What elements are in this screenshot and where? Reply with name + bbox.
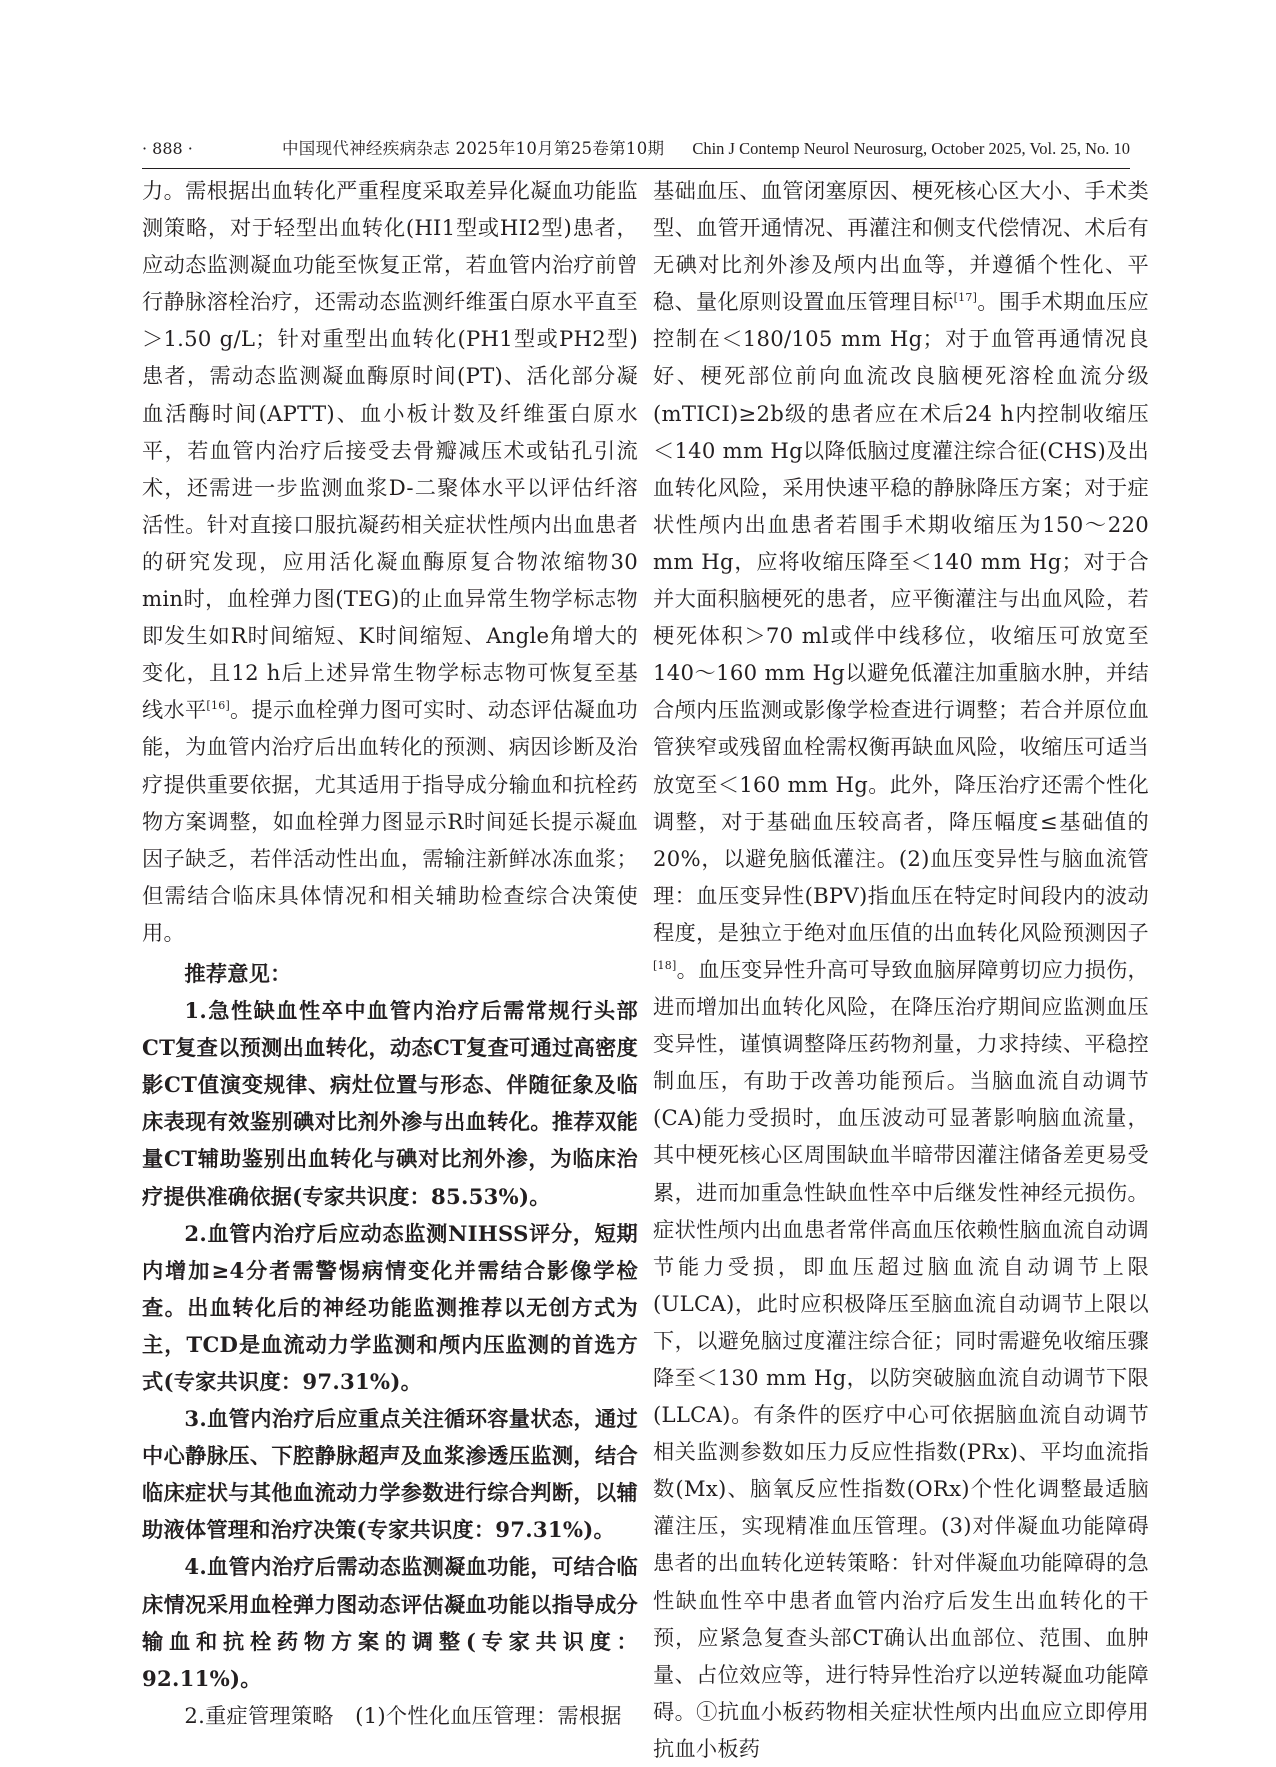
citation: [16]	[206, 699, 231, 713]
paragraph-text: 。围手术期血压应控制在＜180/105 mm Hg；对于血管再通情况良好、梗死部位前向血流改良脑梗死溶栓血流分级(mTICI)≥2b级的患者应在术后24 h内控制收缩压＜140 mm Hg以降低脑过度灌注综合征(CHS)及出血转化风险，采用快速平稳的静脉降压方案；对于症状性颅内出血患者若围手术期收缩压为150～220 mm Hg，应将收缩压降至＜140 mm Hg；对于合并大面积脑梗死的患者，应平衡灌注与出血风险，若梗死体积＞70 ml或伴中线移位，收缩压可放宽至140～160 mm Hg以避免低灌注加重脑水肿，并结合颅内压监测或影像学检查进行调整；若合并原位血管狭窄或残留血栓需权衡再缺血风险，收缩压可适当放宽至＜160 mm Hg。此外，降压治疗还需个性化调整，对于基础血压较高者，降压幅度≤基础值的20%，以避免脑低灌注。(2)血压变异性与脑血流管理：血压变异性(BPV)指血压在特定时间段内的波动程度，是独立于绝对血压值的出血转化风险预测因子	[653, 289, 1149, 945]
paragraph-text: 基础血压、血管闭塞原因、梗死核心区大小、手术类型、血管开通情况、再灌注和侧支代偿情况、术后有无碘对比剂外渗及颅内出血等，并遵循个性化、平稳、量化原则设置血压管理目标	[653, 178, 1149, 315]
journal-title-en: Chin J Contemp Neurol Neurosurg, October 2025, Vol. 25, No. 10	[692, 139, 1130, 158]
citation: [18]	[653, 958, 677, 972]
recommendation-item: 1.急性缺血性卒中血管内治疗后需常规行头部CT复查以预测出血转化，动态CT复查可通过高密度影CT值演变规律、病灶位置与形态、伴随征象及临床表现有效鉴别碘对比剂外渗与出血转化。推荐双能量CT辅助鉴别出血转化与碘对比剂外渗，为临床治疗提供准确依据(专家共识度：85.53%)。	[142, 998, 638, 1209]
journal-title-cn: 中国现代神经疾病杂志 2025年10月第25卷第10期	[282, 139, 665, 158]
recommendation-item: 2.血管内治疗后应动态监测NIHSS评分，短期内增加≥4分者需警惕病情变化并需结合影像学检查。出血转化后的神经功能监测推荐以无创方式为主，TCD是血流动力学监测和颅内压监测的首选方式(专家共识度：97.31%)。	[142, 1220, 638, 1394]
body-paragraph	[142, 172, 638, 951]
paragraph-text: 力。需根据出血转化严重程度采取差异化凝血功能监测策略，对于轻型出血转化(HI1型或HI2型)患者，应动态监测凝血功能至恢复正常，若血管内治疗前曾行静脉溶栓治疗，还需动态监测纤维蛋白原水平直至＞1.50 g/L；针对重型出血转化(PH1型或PH2型)患者，需动态监测凝血酶原时间(PT)、活化部分凝血活酶时间(APTT)、血小板计数及纤维蛋白原水平，若血管内治疗后接受去骨瓣减压术或钻孔引流术，还需进一步监测血浆D-二聚体水平以评估纤溶活性。针对直接口服抗凝药相关症状性颅内出血患者的研究发现，应用活化凝血酶原复合物浓缩物30 min时，血栓弹力图(TEG)的止血异常生物学标志物即发生如R时间缩短、K时间缩短、Angle角增大的变化，且12 h后上述异常生物学标志物可恢复至基线水平	[142, 178, 638, 723]
body-paragraph	[653, 172, 1149, 1767]
section-heading: 2.重症管理策略 (1)个性化血压管理：需根据	[184, 1702, 622, 1728]
citation: [17]	[953, 291, 978, 305]
paragraph-text: 。提示血栓弹力图可实时、动态评估凝血功能，为血管内治疗后出血转化的预测、病因诊断及治疗提供重要依据，尤其适用于指导成分输血和抗栓药物方案调整，如血栓弹力图显示R时间延长提示凝血因子缺乏，若伴活动性出血，需输注新鲜冰冻血浆；但需结合临床具体情况和相关辅助检查综合决策使用。	[142, 697, 638, 945]
right-column	[653, 172, 1149, 1767]
recommendation-item: 4.血管内治疗后需动态监测凝血功能，可结合临床情况采用血栓弹力图动态评估凝血功能以指导成分输血和抗栓药物方案的调整(专家共识度：92.11%)。	[142, 1554, 638, 1691]
paragraph-text: 。血压变异性升高可导致血脑屏障剪切应力损伤，进而增加出血转化风险，在降压治疗期间应监测血压变异性，谨慎调整降压药物剂量，力求持续、平稳控制血压，有助于改善功能预后。当脑血流自动调节(CA)能力受损时，血压波动可显著影响脑血流量，其中梗死核心区周围缺血半暗带因灌注储备差更易受累，进而加重急性缺血性卒中后继发性神经元损伤。症状性颅内出血患者常伴高血压依赖性脑血流自动调节能力受损，即血压超过脑血流自动调节上限(ULCA)，此时应积极降压至脑血流自动调节上限以下，以避免脑过度灌注综合征；同时需避免收缩压骤降至＜130 mm Hg，以防突破脑血流自动调节下限(LLCA)。有条件的医疗中心可依据脑血流自动调节相关监测参数如压力反应性指数(PRx)、平均血流指数(Mx)、脑氧反应性指数(ORx)个性化调整最适脑灌注压，实现精准血压管理。(3)对伴凝血功能障碍患者的出血转化逆转策略：针对伴凝血功能障碍的急性缺血性卒中患者血管内治疗后发生出血转化的干预，应紧急复查头部CT确认出血部位、范围、血肿量、占位效应等，进行特异性治疗以逆转凝血功能障碍。①抗血小板药物相关症状性颅内出血应立即停用抗血小板药	[653, 956, 1149, 1761]
page-number: · 888 ·	[142, 139, 193, 158]
recommendation-item: 3.血管内治疗后应重点关注循环容量状态，通过中心静脉压、下腔静脉超声及血浆渗透压监测，结合临床症状与其他血流动力学参数进行综合判断，以辅助液体管理和治疗决策(专家共识度：97.31%)。	[142, 1406, 638, 1543]
recommendation-heading: 推荐意见：	[184, 960, 292, 986]
left-column	[142, 172, 638, 1734]
running-header	[142, 134, 1130, 169]
